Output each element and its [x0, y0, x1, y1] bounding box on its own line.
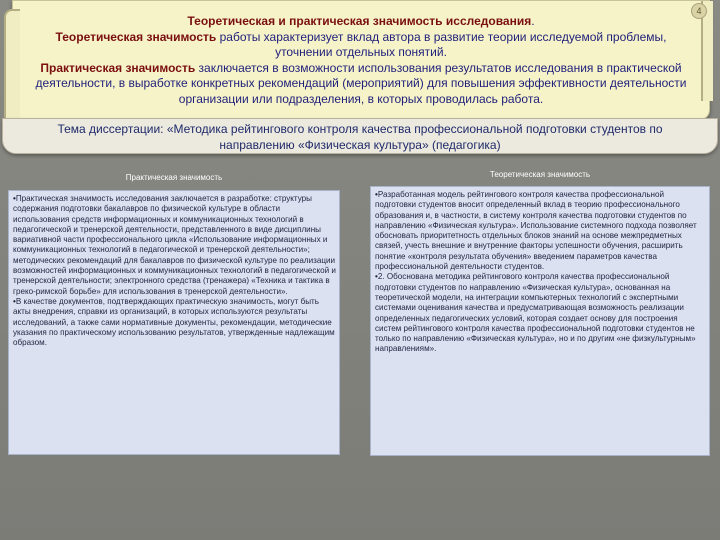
dissertation-topic-text: Тема диссертации: «Методика рейтингового контроля качества профессиональной подготовки студентов по направлению «Физическая культура» (педагогика): [57, 122, 663, 152]
scroll-title-tail: .: [531, 14, 535, 28]
left-paragraph-1-text: Практическая значимость исследования заключается в разработке: структуры содержания подготовки бакалавров по физической культуре в области использования средств информационных и коммуникационных технологий в педагогической и тренерской деятельности, представленного в виде дисциплины вариативной части профессионального цикла «Использование информационных и коммуникационных технологий в педагогической и тренерской деятельности»; методических рекомендаций для бакалавров по физической культуре по реализации возможностей информационных и коммуникационных технологий в педагогической и тренерской деятельности; электронного средства (тренажера) «Техника и тактика в греко-римской борьбе» для использования в тренерской деятельности».: [13, 194, 336, 296]
practice-text: заключается в возможности использования результатов исследования в практической деятельности, в выработке конкретных рекомендаций (мероприятий) для повышения эффективности деятельности организации или подразделения, в которых проводилась работа.: [35, 60, 687, 106]
dissertation-topic-banner: [2, 118, 718, 154]
theory-text: работы характеризует вклад автора в развитие теории исследуемой проблемы, уточнении отдельных понятий.: [216, 29, 667, 59]
left-bullet-1: •: [13, 194, 16, 203]
scroll-left-roll: [4, 9, 20, 125]
practical-significance-box: [8, 190, 340, 455]
right-column-heading: Теоретическая значимость: [489, 170, 591, 179]
significance-scroll-banner: [12, 0, 710, 120]
practice-term: Практическая значимость: [40, 60, 196, 75]
right-bullet-1: •: [375, 190, 378, 199]
right-paragraph-2-text: 2. Обоснована методика рейтингового контроля качества профессиональной подготовки студентов по направлению «Физическая культура», основанная на теоретической модели, на интеграции компьютерных технологий с экспертными системами оценивания качества и предусматривающая возможность реализации определенных педагогических условий, которая создает основу для построения систем рейтингового контроля качества профессиональной подготовки студентов не только по направлению «Физическая культура», но и по другим «не физкультурным» направлениям».: [375, 272, 696, 354]
right-paragraph-1: [375, 190, 706, 272]
theory-term: Теоретическая значимость: [55, 29, 217, 44]
scroll-title-line: [29, 14, 693, 30]
left-paragraph-1: [13, 194, 336, 297]
theoretical-significance-box: [370, 186, 710, 456]
slide-number-badge: 4: [691, 3, 707, 19]
left-column-heading: Практическая значимость: [125, 173, 223, 182]
scroll-title: Теоретическая и практическая значимость исследования: [187, 14, 532, 28]
right-paragraph-2: [375, 272, 706, 354]
practice-definition: [29, 61, 693, 108]
right-paragraph-1-text: Разработанная модель рейтингового контроля качества профессиональной подготовки студентов вносит определенный вклад в теорию профессионального образования и, в частности, в систему контроля качества подготовки студентов по направлению «Физическая культура». Использование системного подхода позволяет обосновать приоритетность отдельных блоков знаний на основе межпредметных связей, учесть внешние и внутренние факторы успешности обучения, расширить понятие «контроля результата обучения» введением параметров качества профессиональной деятельности студентов.: [375, 190, 697, 272]
left-paragraph-2: [13, 297, 336, 348]
left-bullet-2: •: [13, 296, 16, 306]
right-bullet-2: •: [375, 272, 378, 282]
left-paragraph-2-text: В качестве документов, подтверждающих практическую значимость, могут быть акты внедрения, справки из организаций, в которых используются результаты исследований, а также сами нормативные документы, рекомендации, методические указания по практическому использованию результатов, утвержденные надлежащим образом.: [13, 296, 335, 348]
theory-definition: [29, 30, 693, 61]
